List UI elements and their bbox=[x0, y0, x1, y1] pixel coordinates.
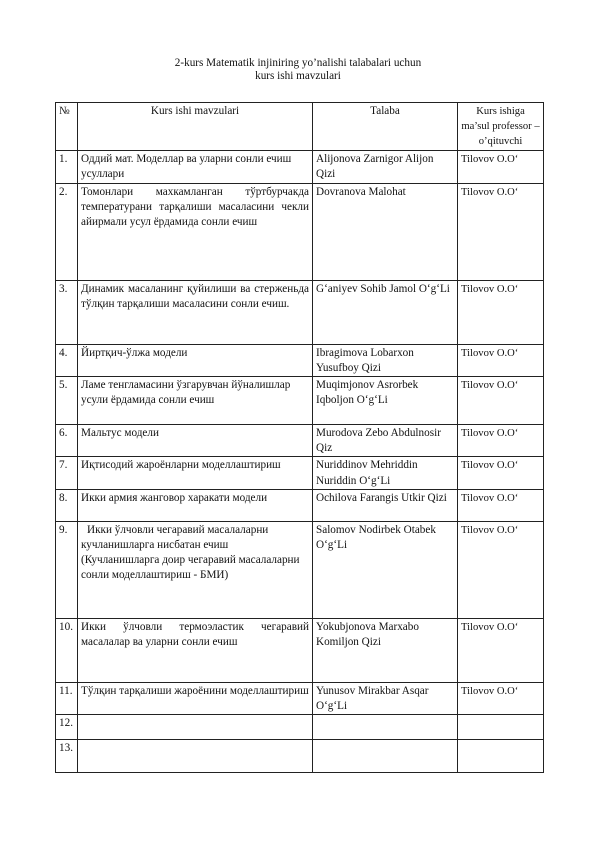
table-row bbox=[56, 377, 544, 425]
header-topic: Kurs ishi mavzulari bbox=[78, 103, 313, 151]
table-row bbox=[56, 183, 544, 280]
row-supervisor: Tilovov O.O‘ bbox=[458, 344, 544, 376]
row-student: G‘aniyev Sohib Jamol O‘g‘Li bbox=[313, 280, 458, 344]
row-student: Nuriddinov Mehriddin Nuriddin O‘g‘Li bbox=[313, 457, 458, 489]
row-supervisor: Tilovov O.O‘ bbox=[458, 682, 544, 714]
row-student: Dovranova Malohat bbox=[313, 183, 458, 280]
row-student: Ochilova Farangis Utkir Qizi bbox=[313, 489, 458, 521]
row-topic: Ламе тенгламасини ўзгарувчан йўналишлар усули ёрдамида сонли ечиш bbox=[78, 377, 313, 425]
row-topic: Тўлқин тарқалиши жароёнини моделлаштириш bbox=[78, 682, 313, 714]
table-row bbox=[56, 521, 544, 618]
row-student: Yokubjonova Marxabo Komiljon Qizi bbox=[313, 618, 458, 682]
document-heading bbox=[0, 57, 596, 83]
row-topic: Томонлари махкамланган тўртбурчакда температурани тарқалиши масаласини чекли айирмали усул ёрдамида сонли ечиш bbox=[78, 183, 313, 280]
table-row bbox=[56, 425, 544, 457]
table-row bbox=[56, 682, 544, 714]
row-student: Alijonova Zarnigor Alijon Qizi bbox=[313, 150, 458, 183]
row-topic: Йиртқич-ўлжа модели bbox=[78, 344, 313, 376]
header-supervisor bbox=[458, 103, 544, 151]
row-number: 5. bbox=[56, 377, 78, 425]
table-row bbox=[56, 344, 544, 376]
table-header-row bbox=[56, 103, 544, 151]
table-row bbox=[56, 715, 544, 740]
row-topic: Оддий мат. Моделлар ва уларни сонли ечиш усуллари bbox=[78, 150, 313, 183]
row-number: 11. bbox=[56, 682, 78, 714]
row-number: 13. bbox=[56, 740, 78, 773]
row-supervisor: Tilovov O.O‘ bbox=[458, 521, 544, 618]
row-supervisor: Tilovov O.O‘ bbox=[458, 618, 544, 682]
row-topic: Икки ўлчовли чегаравий масалаларни кучланишларга нисбатан ечиш (Кучланишларга доир чегаравий масалаларни сонли моделлаштириш - БМИ) bbox=[78, 521, 313, 618]
row-number: 9. bbox=[56, 521, 78, 618]
row-number: 3. bbox=[56, 280, 78, 344]
row-supervisor bbox=[458, 715, 544, 740]
row-student bbox=[313, 740, 458, 773]
table-row bbox=[56, 618, 544, 682]
row-student bbox=[313, 715, 458, 740]
table-row bbox=[56, 740, 544, 773]
row-student: Murodova Zebo Abdulnosir Qiz bbox=[313, 425, 458, 457]
table-row bbox=[56, 489, 544, 521]
row-topic: Динамик масаланинг қуйилиши ва стерженьда тўлқин тарқалиши масаласини сонли ечиш. bbox=[78, 280, 313, 344]
row-supervisor: Tilovov O.O‘ bbox=[458, 280, 544, 344]
row-topic: Икки армия жанговор харакати модели bbox=[78, 489, 313, 521]
row-supervisor: Tilovov O.O‘ bbox=[458, 183, 544, 280]
table-row bbox=[56, 280, 544, 344]
row-supervisor: Tilovov O.O‘ bbox=[458, 489, 544, 521]
row-topic: Мальтус модели bbox=[78, 425, 313, 457]
row-number: 7. bbox=[56, 457, 78, 489]
row-supervisor: Tilovov O.O‘ bbox=[458, 457, 544, 489]
header-student: Talaba bbox=[313, 103, 458, 151]
row-student: Ibragimova Lobarxon Yusufboy Qizi bbox=[313, 344, 458, 376]
table-row bbox=[56, 150, 544, 183]
course-topics-table bbox=[55, 102, 544, 773]
row-number: 2. bbox=[56, 183, 78, 280]
table-row bbox=[56, 457, 544, 489]
header-number: № bbox=[56, 103, 78, 151]
row-supervisor: Tilovov O.O‘ bbox=[458, 377, 544, 425]
row-number: 8. bbox=[56, 489, 78, 521]
row-student: Muqimjonov Asrorbek Iqboljon O‘g‘Li bbox=[313, 377, 458, 425]
row-topic: Иқтисодий жароёнларни моделлаштириш bbox=[78, 457, 313, 489]
row-number: 4. bbox=[56, 344, 78, 376]
row-number: 10. bbox=[56, 618, 78, 682]
row-student: Yunusov Mirakbar Asqar O‘g‘Li bbox=[313, 682, 458, 714]
row-supervisor bbox=[458, 740, 544, 773]
header-supervisor-label: Kurs ishiga ma’sul professor –o’qituvchi bbox=[461, 106, 540, 148]
row-topic bbox=[78, 715, 313, 740]
heading-line-2: kurs ishi mavzulari bbox=[255, 70, 341, 82]
row-number: 12. bbox=[56, 715, 78, 740]
row-supervisor: Tilovov O.O‘ bbox=[458, 425, 544, 457]
row-topic bbox=[78, 740, 313, 773]
row-number: 1. bbox=[56, 150, 78, 183]
row-supervisor: Tilovov O.O‘ bbox=[458, 150, 544, 183]
row-topic: Икки ўлчовли термоэластик чегаравий масалалар ва уларни сонли ечиш bbox=[78, 618, 313, 682]
heading-line-1: 2-kurs Matematik injiniring yo’nalishi talabalari uchun bbox=[174, 57, 422, 69]
row-number: 6. bbox=[56, 425, 78, 457]
row-student: Salomov Nodirbek Otabek O‘g‘Li bbox=[313, 521, 458, 618]
